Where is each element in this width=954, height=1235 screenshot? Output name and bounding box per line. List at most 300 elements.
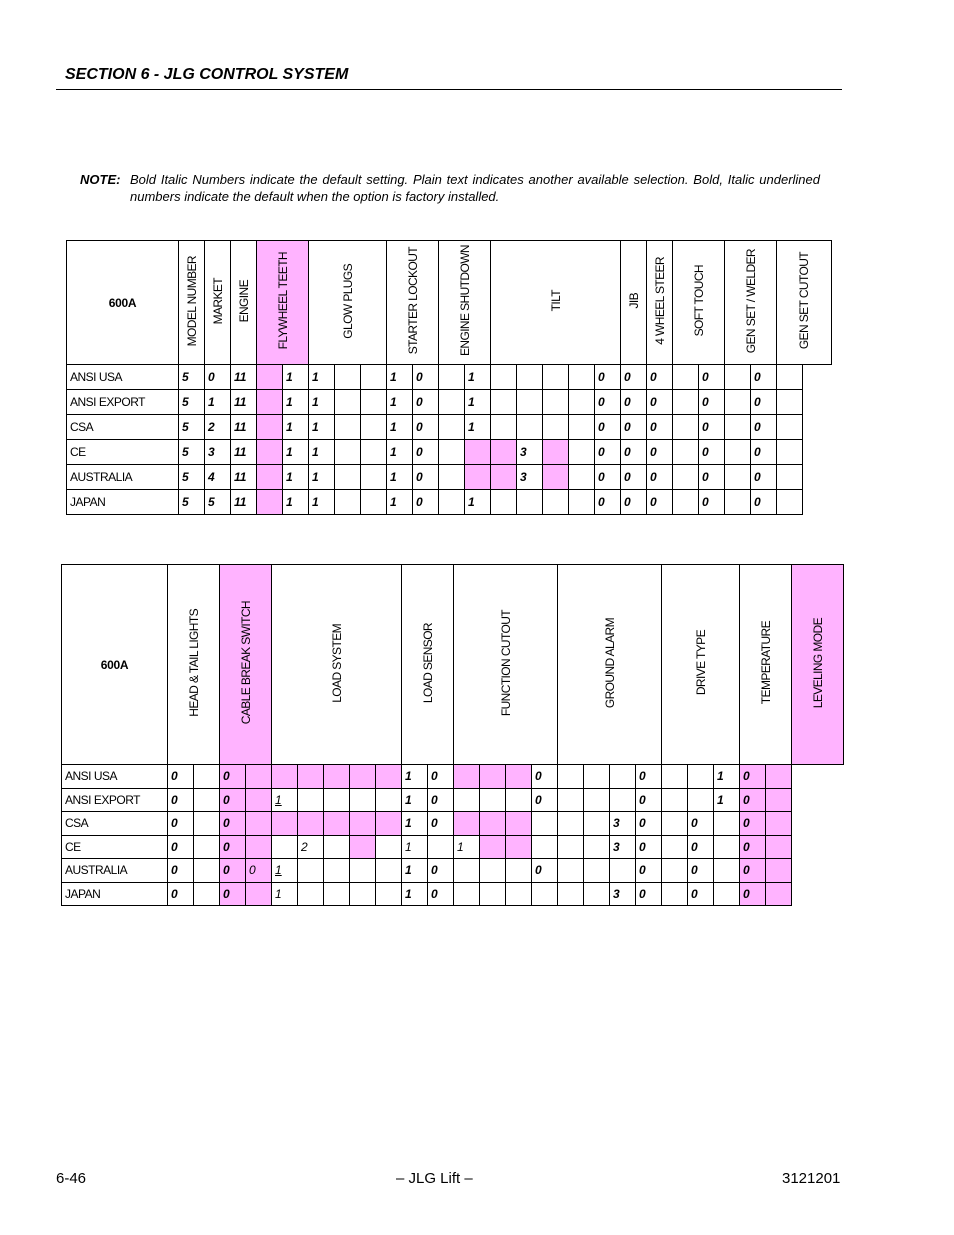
option-cell: 0 [621,390,647,415]
option-cell [558,882,584,906]
option-cell: 1 [402,765,428,789]
option-cell: 1 [309,440,335,465]
option-cell: 0 [413,465,439,490]
option-cell: 0 [751,415,777,440]
table-row [62,812,844,836]
option-cell: 1 [465,390,491,415]
option-cell [725,390,751,415]
option-cell [610,765,636,789]
option-cell [543,490,569,515]
option-cell: 1 [387,440,413,465]
option-cell: 1 [402,859,428,883]
header-gen-set-welder: GEN SET / WELDER [725,241,777,365]
option-cell [454,882,480,906]
option-cell: 0 [595,365,621,390]
option-cell: 0 [246,859,272,883]
option-cell: 0 [751,390,777,415]
option-cell: 1 [205,390,231,415]
option-cell [324,835,350,859]
option-cell [480,765,506,789]
option-cell [725,365,751,390]
option-cell: 1 [309,415,335,440]
option-cell: 1 [465,415,491,440]
option-cell [257,440,283,465]
header-temperature: TEMPERATURE [740,565,792,765]
header-function-cutout: FUNCTION CUTOUT [454,565,558,765]
option-cell [246,765,272,789]
option-cell: 3 [610,812,636,836]
table-row [67,415,832,440]
option-cell [324,765,350,789]
option-cell: 0 [740,765,766,789]
option-cell [673,415,699,440]
option-cell [558,788,584,812]
option-cell: 0 [740,835,766,859]
option-cell: 0 [688,812,714,836]
option-cell [298,882,324,906]
option-cell: 0 [688,882,714,906]
option-cell: 3 [610,835,636,859]
option-cell: 0 [636,835,662,859]
option-cell [777,390,803,415]
option-cell [194,788,220,812]
option-cell: 0 [621,490,647,515]
option-cell [350,859,376,883]
option-cell [480,788,506,812]
option-cell: 1 [402,882,428,906]
option-cell [350,882,376,906]
option-cell: 1 [465,365,491,390]
option-cell: 1 [387,415,413,440]
option-cell: 11 [231,415,257,440]
header-engine-shutdown: ENGINE SHUTDOWN [439,241,491,365]
option-cell: 0 [428,882,454,906]
option-cell: 0 [636,812,662,836]
option-cell [543,415,569,440]
option-cell [335,490,361,515]
option-cell [361,440,387,465]
option-cell: 0 [647,465,673,490]
option-cell: 0 [168,812,194,836]
option-cell: 0 [621,365,647,390]
option-cell: 1 [283,440,309,465]
option-cell: 0 [168,835,194,859]
option-cell [480,859,506,883]
option-cell [558,835,584,859]
option-cell [257,415,283,440]
option-cell [584,859,610,883]
option-cell [491,440,517,465]
option-cell [324,882,350,906]
option-cell: 0 [413,390,439,415]
option-cell: 0 [699,390,725,415]
option-cell: 0 [595,440,621,465]
option-cell [350,835,376,859]
option-cell: 1 [714,788,740,812]
option-cell [558,859,584,883]
option-cell [335,440,361,465]
option-cell: 11 [231,465,257,490]
option-cell: 0 [413,415,439,440]
option-cell: 0 [636,765,662,789]
note [80,171,820,205]
option-cell: 0 [220,788,246,812]
option-cell: 5 [179,365,205,390]
option-cell [517,390,543,415]
option-cell [569,390,595,415]
option-cell [361,415,387,440]
option-cell: 0 [699,465,725,490]
option-cell: 0 [647,390,673,415]
option-cell: 0 [688,859,714,883]
row-label: CSA [62,812,168,836]
option-cell: 0 [688,835,714,859]
header-gen-set-cutout: GEN SET CUTOUT [777,241,832,365]
option-cell [506,882,532,906]
option-cell: 0 [751,440,777,465]
option-cell [246,882,272,906]
option-cell [584,788,610,812]
option-cell: 0 [532,788,558,812]
option-cell: 0 [220,812,246,836]
option-cell [506,835,532,859]
header-tilt: TILT [491,241,621,365]
option-cell: 11 [231,390,257,415]
table-row [67,440,832,465]
option-cell: 0 [740,812,766,836]
option-cell: 1 [387,390,413,415]
option-cell [662,882,688,906]
option-cell: 0 [428,788,454,812]
option-cell [335,365,361,390]
option-cell [610,859,636,883]
table-row [67,365,832,390]
option-cell [766,812,792,836]
table-1-header-row [67,241,832,365]
option-cell: 0 [740,788,766,812]
option-cell: 3 [205,440,231,465]
note-text: Bold Italic Numbers indicate the default setting. Plain text indicates another available selection. Bold, Italic underlined numbers indicate the default when the option is factory installed. [130,172,820,204]
header-leveling-mode: LEVELING MODE [792,565,844,765]
option-cell [350,788,376,812]
option-cell [673,465,699,490]
option-cell: 5 [179,440,205,465]
option-cell [532,835,558,859]
row-label: AUSTRALIA [67,465,179,490]
option-cell: 0 [205,365,231,390]
option-cell [532,812,558,836]
option-cell [324,859,350,883]
option-cell: 0 [647,440,673,465]
option-cell [517,415,543,440]
option-cell [376,812,402,836]
row-label: CE [62,835,168,859]
row-label: ANSI EXPORT [62,788,168,812]
option-cell: 0 [532,765,558,789]
option-cell: 1 [309,390,335,415]
option-cell: 0 [647,365,673,390]
option-cell: 0 [220,765,246,789]
option-cell [361,465,387,490]
option-cell [491,490,517,515]
header-load-sensor: LOAD SENSOR [402,565,454,765]
option-cell: 0 [168,882,194,906]
table-row [67,490,832,515]
option-cell: 1 [387,490,413,515]
option-cell [506,788,532,812]
option-cell: 0 [699,490,725,515]
option-cell [298,788,324,812]
option-cell: 0 [220,859,246,883]
header-flywheel-teeth: FLYWHEEL TEETH [257,241,309,365]
option-cell [335,390,361,415]
option-cell: 0 [595,390,621,415]
option-cell: 1 [272,859,298,883]
option-cell [335,465,361,490]
option-cell [454,859,480,883]
option-cell [491,415,517,440]
option-cell [688,788,714,812]
option-cell [506,859,532,883]
option-cell [324,812,350,836]
option-cell [766,835,792,859]
header-market: MARKET [205,241,231,365]
option-cell: 0 [621,465,647,490]
option-cell [246,788,272,812]
option-cell [777,465,803,490]
option-cell [454,788,480,812]
header-head-tail-lights: HEAD & TAIL LIGHTS [168,565,220,765]
option-cell [543,365,569,390]
option-cell [194,835,220,859]
option-cell: 0 [413,365,439,390]
option-cell [673,390,699,415]
option-cell: 0 [699,415,725,440]
option-cell [506,812,532,836]
option-cell [569,465,595,490]
option-cell [257,365,283,390]
option-cell [194,765,220,789]
option-cell [662,788,688,812]
option-cell [569,440,595,465]
option-cell [376,859,402,883]
option-cell [298,812,324,836]
option-cell: 1 [283,415,309,440]
option-cell: 0 [636,882,662,906]
option-cell [777,365,803,390]
option-cell [361,490,387,515]
option-cell: 3 [610,882,636,906]
option-cell [725,490,751,515]
option-cell [777,490,803,515]
option-cell [298,859,324,883]
option-cell [465,440,491,465]
option-cell [194,812,220,836]
option-cell: 1 [387,365,413,390]
option-cell: 0 [428,765,454,789]
option-cell: 1 [387,465,413,490]
option-cell [335,415,361,440]
option-cell: 1 [283,490,309,515]
option-cell: 2 [205,415,231,440]
table-row [62,788,844,812]
option-cell: 1 [402,835,428,859]
option-cell [439,390,465,415]
row-label: JAPAN [67,490,179,515]
option-cell [298,765,324,789]
option-cell [194,882,220,906]
section-title: SECTION 6 - JLG CONTROL SYSTEM [65,66,349,83]
option-cell [480,812,506,836]
option-cell [725,415,751,440]
option-cell [777,440,803,465]
model-label: 600A [62,565,168,765]
option-cell [439,440,465,465]
option-cell: 5 [179,390,205,415]
option-cell [766,788,792,812]
option-cell [480,882,506,906]
row-label: ANSI EXPORT [67,390,179,415]
option-cell: 0 [699,365,725,390]
option-cell: 5 [179,490,205,515]
option-cell [439,365,465,390]
option-cell: 0 [740,882,766,906]
config-table-1 [66,240,832,515]
option-cell [610,788,636,812]
option-cell [558,812,584,836]
doc-number: 3121201 [782,1170,841,1187]
option-cell: 0 [647,415,673,440]
option-cell [714,859,740,883]
page-number: 6-46 [56,1170,87,1187]
note-label: NOTE: [80,172,121,187]
option-cell: 11 [231,365,257,390]
row-label: AUSTRALIA [62,859,168,883]
footer-center: – JLG Lift – [396,1170,473,1187]
option-cell [569,415,595,440]
header-glow-plugs: GLOW PLUGS [309,241,387,365]
option-cell [662,859,688,883]
header-rule [56,89,842,90]
header-drive-type: DRIVE TYPE [662,565,740,765]
header-engine: ENGINE [231,241,257,365]
row-label: ANSI USA [62,765,168,789]
option-cell: 0 [220,882,246,906]
option-cell [584,835,610,859]
option-cell: 0 [595,465,621,490]
option-cell: 1 [309,365,335,390]
row-label: JAPAN [62,882,168,906]
option-cell [714,812,740,836]
option-cell: 1 [283,390,309,415]
option-cell [517,365,543,390]
option-cell: 1 [465,490,491,515]
option-cell [584,765,610,789]
option-cell [350,812,376,836]
option-cell [766,882,792,906]
option-cell [491,365,517,390]
option-cell: 0 [413,490,439,515]
option-cell [777,415,803,440]
option-cell [569,490,595,515]
option-cell [584,882,610,906]
header-jib: JIB [621,241,647,365]
option-cell [454,812,480,836]
option-cell [376,765,402,789]
option-cell [428,835,454,859]
option-cell: 0 [647,490,673,515]
table-row [67,390,832,415]
option-cell: 5 [205,490,231,515]
option-cell: 0 [751,465,777,490]
table-row [62,882,844,906]
option-cell: 1 [309,490,335,515]
option-cell: 4 [205,465,231,490]
option-cell: 2 [298,835,324,859]
option-cell: 1 [309,465,335,490]
option-cell: 0 [621,415,647,440]
option-cell [454,765,480,789]
option-cell: 0 [740,859,766,883]
option-cell [465,465,491,490]
option-cell [361,390,387,415]
option-cell [376,835,402,859]
option-cell: 1 [272,788,298,812]
header-starter-lockout: STARTER LOCKOUT [387,241,439,365]
option-cell: 1 [402,812,428,836]
option-cell [584,812,610,836]
header-ground-alarm: GROUND ALARM [558,565,662,765]
option-cell: 1 [714,765,740,789]
table-row [67,465,832,490]
model-label: 600A [67,241,179,365]
option-cell [766,859,792,883]
option-cell: 0 [220,835,246,859]
option-cell: 5 [179,415,205,440]
option-cell: 1 [272,882,298,906]
option-cell: 0 [751,365,777,390]
option-cell [714,835,740,859]
row-label: ANSI USA [67,365,179,390]
option-cell [350,765,376,789]
option-cell [673,440,699,465]
config-table-2 [61,564,844,906]
option-cell [257,490,283,515]
option-cell: 0 [699,440,725,465]
option-cell [506,765,532,789]
table-row [62,835,844,859]
option-cell: 0 [413,440,439,465]
option-cell [257,465,283,490]
table-2-header-row [62,565,844,765]
table-row [62,765,844,789]
header-cable-break-switch: CABLE BREAK SWITCH [220,565,272,765]
option-cell [569,365,595,390]
option-cell: 0 [532,859,558,883]
table-row [62,859,844,883]
option-cell [662,812,688,836]
option-cell [688,765,714,789]
option-cell: 0 [595,415,621,440]
option-cell [543,440,569,465]
option-cell [491,465,517,490]
option-cell: 1 [283,365,309,390]
option-cell [246,835,272,859]
option-cell: 3 [517,440,543,465]
option-cell [439,490,465,515]
option-cell: 1 [402,788,428,812]
option-cell: 1 [283,465,309,490]
